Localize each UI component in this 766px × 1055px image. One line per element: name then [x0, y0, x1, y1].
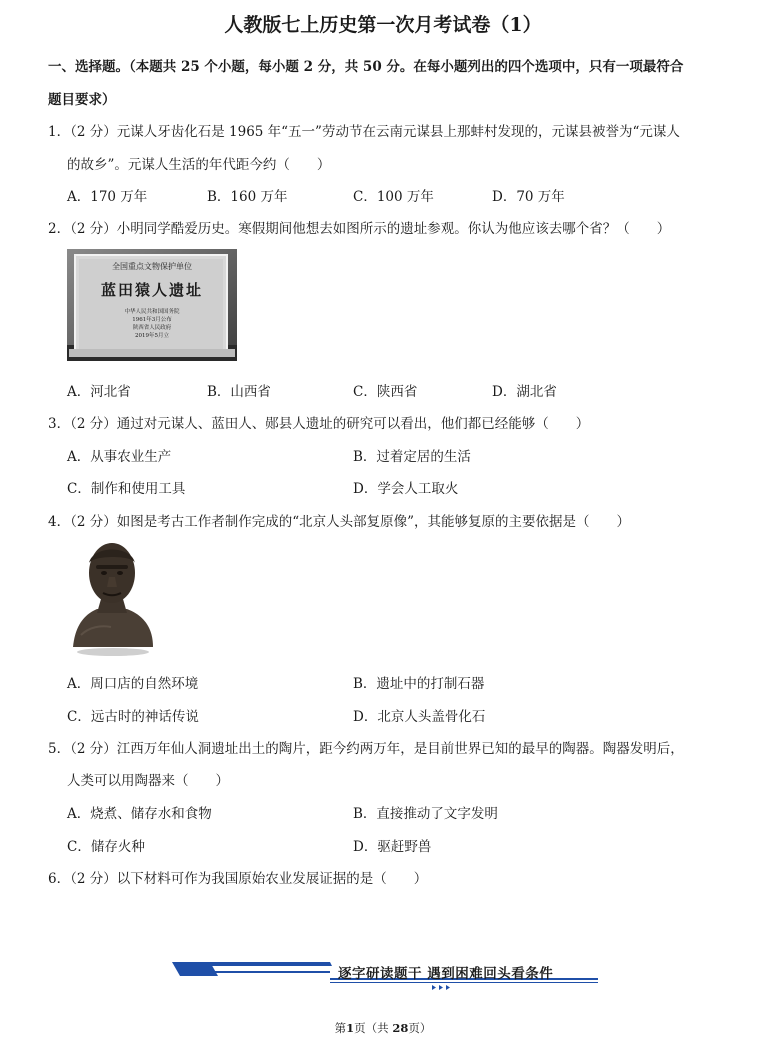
question-1-option-d[interactable]: D．70 万年 [492, 189, 565, 205]
question-1-option-c[interactable]: C．100 万年 [353, 189, 434, 205]
question-5-stem-line1: 5．（2 分）江西万年仙人洞遗址出土的陶片，距今约两万年，是目前世界已知的最早的陶器。陶器发明后， [48, 741, 684, 757]
question-5-stem-line2: 人类可以用陶器来（ ） [67, 773, 229, 789]
question-4-option-a[interactable]: A．周口店的自然环境 [67, 676, 199, 692]
stele-small-line4: 2019年5月立 [135, 333, 169, 339]
stele-site-name: 蓝田猿人遗址 [100, 281, 203, 299]
question-3-option-b[interactable]: B．过着定居的生活 [353, 449, 471, 465]
stele-small-line2: 1961年3月公布 [132, 317, 172, 323]
question-3-option-a[interactable]: A．从事农业生产 [67, 449, 172, 465]
section-heading-line1: 一、选择题。（本题共 25 个小题，每小题 2 分，共 50 分。在每小题列出的四个选项中，只有一项最符合 [48, 59, 684, 75]
question-3-option-c[interactable]: C．制作和使用工具 [67, 481, 186, 497]
question-5-option-a[interactable]: A．烧煮、储存水和食物 [67, 806, 212, 822]
question-4-stem: 4．（2 分）如图是考古工作者制作完成的“北京人头部复原像”，其能够复原的主要依据是（ ） [48, 514, 631, 530]
question-1-stem-line2: 的故乡”。元谋人生活的年代距今约（ ） [67, 157, 331, 173]
question-2-option-c[interactable]: C．陕西省 [353, 384, 418, 400]
question-1-stem-line1: 1．（2 分）元谋人牙齿化石是 1965 年“五一”劳动节在云南元谋县上那蚌村发现的，元谋县被誉为“元谋人 [48, 124, 680, 140]
question-2-option-d[interactable]: D．湖北省 [492, 384, 557, 400]
question-2-option-a[interactable]: A．河北省 [67, 384, 131, 400]
peking-man-head-bust-photo [67, 535, 159, 657]
stele-heading: 全国重点文物保护单位 [112, 262, 192, 271]
page-title: 人教版七上历史第一次月考试卷（1） [224, 14, 542, 36]
question-2-stem: 2．（2 分）小明同学酷爱历史。寒假期间他想去如图所示的遗址参观。你认为他应该去哪个省？（ ） [48, 221, 671, 237]
question-6-stem: 6．（2 分）以下材料可作为我国原始农业发展证据的是（ ） [48, 871, 428, 887]
total-pages: 28 [392, 1021, 409, 1035]
question-2-option-b[interactable]: B．山西省 [207, 384, 271, 400]
section-heading-line2: 题目要求） [48, 92, 116, 108]
question-4-option-b[interactable]: B．遗址中的打制石器 [353, 676, 485, 692]
question-3-stem: 3．（2 分）通过对元谋人、蓝田人、郧县人遗址的研究可以看出，他们都已经能够（ ） [48, 416, 590, 432]
question-5-option-d[interactable]: D．驱赶野兽 [353, 839, 432, 855]
stele-small-line1: 中华人民共和国国务院 [124, 309, 180, 315]
question-3-option-d[interactable]: D．学会人工取火 [353, 481, 459, 497]
stele-small-line3: 陕西省人民政府 [132, 325, 172, 331]
question-4-option-c[interactable]: C．远古时的神话传说 [67, 709, 199, 725]
question-5-option-c[interactable]: C．储存火种 [67, 839, 145, 855]
question-4-option-d[interactable]: D．北京人头盖骨化石 [353, 709, 486, 725]
question-5-option-b[interactable]: B．直接推动了文字发明 [353, 806, 498, 822]
question-1-option-b[interactable]: B．160 万年 [207, 189, 288, 205]
footer-slogan: 逐字研读题干 遇到困难回头看条件 [338, 966, 554, 982]
current-page: 1 [346, 1021, 355, 1035]
page-number: 第1页（共 28页） [334, 1021, 432, 1035]
question-1-option-a[interactable]: A．170 万年 [67, 189, 148, 205]
lantian-site-stele-photo [67, 249, 237, 361]
